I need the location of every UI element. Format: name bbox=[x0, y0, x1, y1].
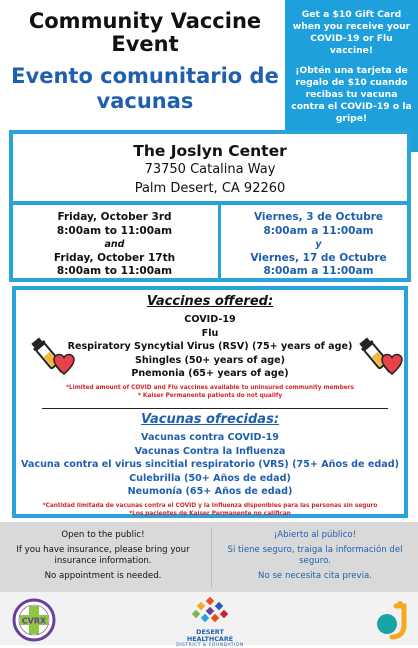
gift-card-english: Get a $10 Gift Card when you receive your COVID-19 or Flu vaccine! bbox=[292, 9, 411, 56]
note-item: * Kaiser Permanente patients do not qualify bbox=[137, 392, 283, 399]
dates-english bbox=[17, 211, 212, 279]
open-line-3-en: No appointment is needed. bbox=[44, 571, 162, 581]
vaccine-vial-heart-icon bbox=[354, 330, 406, 382]
vaccine-item: Shingles (50+ years of age) bbox=[134, 354, 286, 366]
vaccine-vial-heart-icon bbox=[26, 330, 78, 382]
time-2-en: 8:00am to 11:00am bbox=[56, 265, 173, 277]
venue-city: Palm Desert, CA 92260 bbox=[134, 181, 286, 196]
vaccines-notes-en bbox=[16, 384, 404, 400]
venue-name: The Joslyn Center bbox=[133, 142, 287, 160]
vaccines-notes-es bbox=[16, 502, 404, 518]
vaccines-spanish-section bbox=[16, 412, 404, 518]
cvrx-logo-text: CVRX bbox=[21, 616, 47, 626]
dates-spanish bbox=[221, 211, 416, 279]
note-item: *Limited amount of COVID and Flu vaccines available to uninsured community members bbox=[66, 384, 354, 391]
open-line-1-en: Open to the public! bbox=[61, 530, 145, 540]
date-1-en: Friday, October 3rd bbox=[57, 211, 172, 223]
vaccine-item: Pnemonia (65+ years of age) bbox=[131, 368, 289, 379]
joslyn-center-logo bbox=[374, 600, 410, 640]
vaccine-item: Vacunas Contra la Influenza bbox=[134, 445, 286, 457]
dates-box bbox=[9, 201, 411, 282]
vaccines-heading-es: Vacunas ofrecidas: bbox=[140, 412, 280, 427]
desert-healthcare-sub: DISTRICT & FOUNDATION bbox=[176, 643, 244, 648]
date-2-en: Friday, October 17th bbox=[53, 251, 176, 264]
open-info-english bbox=[3, 530, 203, 586]
vaccine-item: Respiratory Syncytial Virus (RSV) (75+ years of age) bbox=[67, 341, 353, 352]
date-1-es: Viernes, 3 de Octubre bbox=[253, 211, 384, 223]
vaccine-item: Vacunas contra COVID-19 bbox=[141, 432, 279, 443]
open-info-spanish bbox=[215, 530, 415, 586]
vaccine-item: Vacuna contra el virus sincitial respiratorio (VRS) (75+ Años de edad) bbox=[21, 459, 399, 470]
section-divider bbox=[42, 408, 388, 409]
time-1-en: 8:00am to 11:00am bbox=[56, 224, 173, 237]
gift-card-spanish: ¡Obtén una tarjeta de regalo de $10 cuando recibas tu vacuna contra el COVID-19 o la gripe! bbox=[291, 65, 412, 124]
date-2-es: Viernes, 17 de Octubre bbox=[250, 251, 387, 264]
vaccine-item: Flu bbox=[201, 327, 219, 339]
vaccines-heading-en: Vaccines offered: bbox=[146, 294, 274, 309]
open-line-3-es: No se necesita cita previa. bbox=[258, 571, 372, 581]
vaccine-item: COVID-19 bbox=[184, 314, 236, 325]
and-es: y bbox=[315, 239, 322, 250]
vaccines-list-es bbox=[16, 431, 404, 499]
note-item: *Cantidad limitada de vacunas contra el COVID y la Influenza disponibles para las personas sin seguro bbox=[42, 502, 378, 509]
open-line-2-es: Si tiene seguro, traiga la información del seguro. bbox=[227, 545, 403, 566]
vaccine-item: Culebrilla (50+ Años de edad) bbox=[129, 472, 291, 484]
title-spanish: Evento comunitario de vacunas bbox=[11, 64, 279, 113]
title-english: Community Vaccine Event bbox=[28, 9, 262, 56]
footer bbox=[0, 522, 418, 648]
time-2-es: 8:00am a 11:00am bbox=[263, 265, 374, 277]
location-box bbox=[9, 130, 411, 205]
desert-healthcare-name: DESERT HEALTHCARE bbox=[186, 628, 234, 643]
note-item: *Los pacientes de Kaiser Permanente no califican bbox=[129, 510, 291, 517]
open-to-public-panel bbox=[0, 522, 418, 592]
desert-healthcare-emblem-icon bbox=[190, 596, 230, 624]
desert-healthcare-logo bbox=[175, 596, 245, 648]
venue-street: 73750 Catalina Way bbox=[144, 162, 276, 177]
time-1-es: 8:00am a 11:00am bbox=[263, 224, 374, 237]
vaccines-box bbox=[12, 286, 408, 518]
open-line-2-en: If you have insurance, please bring your insurance information. bbox=[16, 545, 190, 566]
and-en: and bbox=[104, 239, 125, 250]
open-line-1-es: ¡Abierto al público! bbox=[273, 530, 357, 540]
open-info-divider bbox=[211, 528, 212, 588]
vaccine-item: Neumonía (65+ Años de edad) bbox=[127, 486, 293, 497]
cvrx-logo bbox=[12, 598, 56, 642]
